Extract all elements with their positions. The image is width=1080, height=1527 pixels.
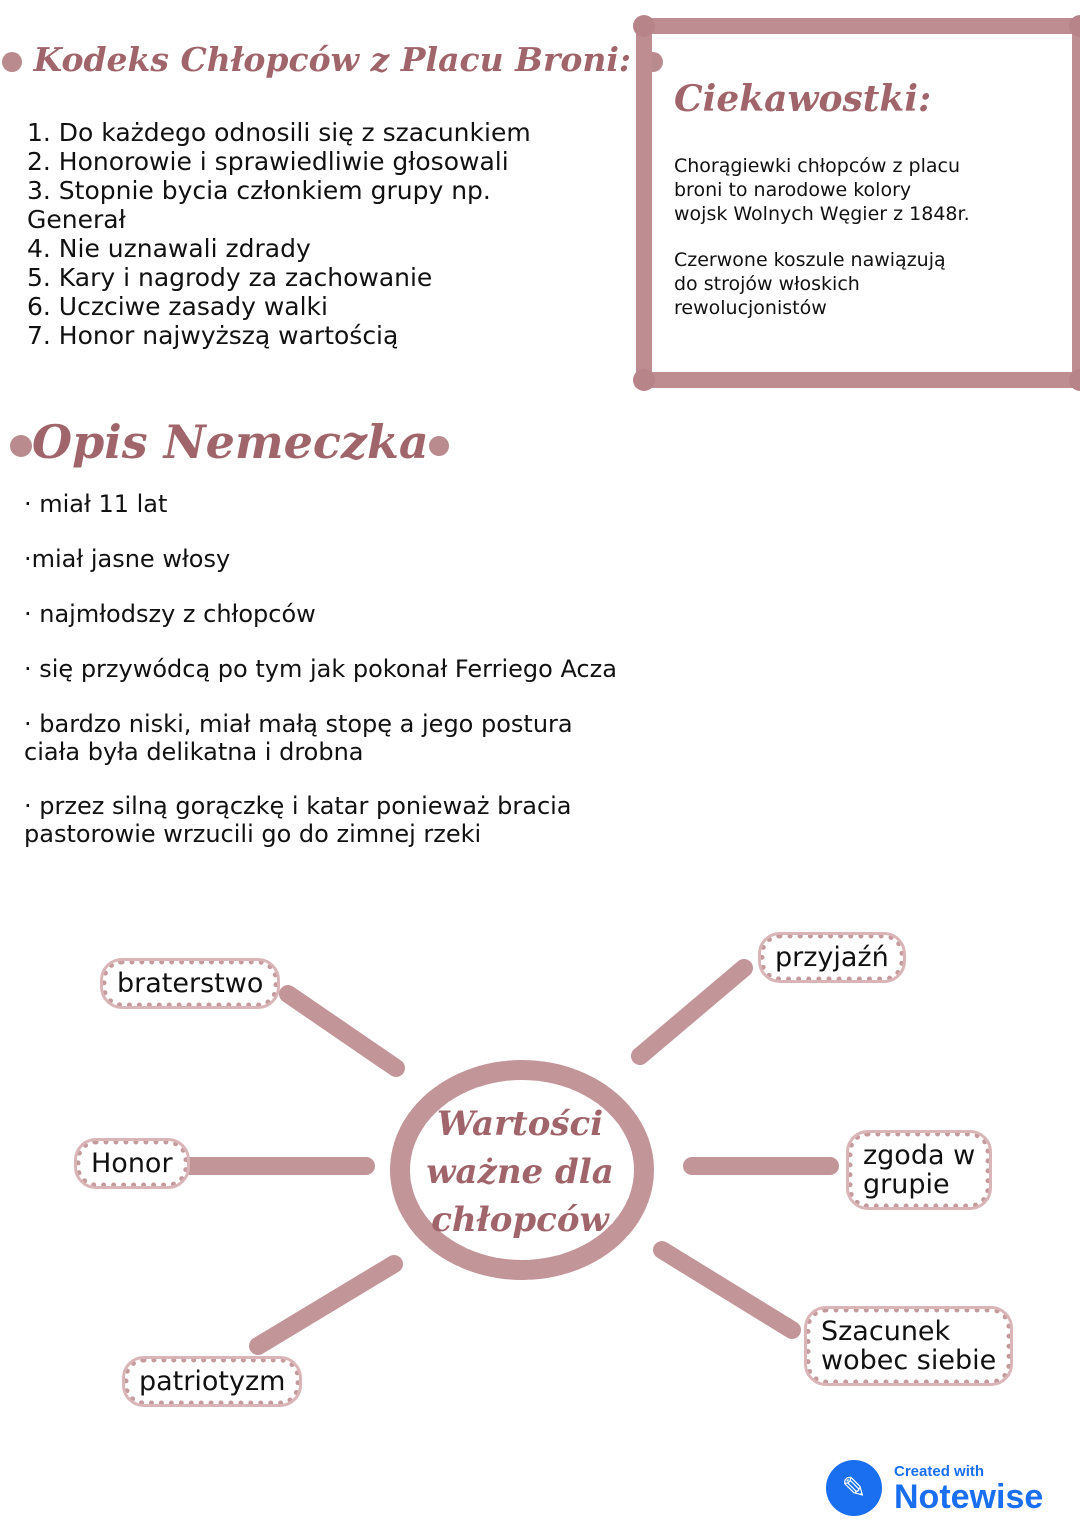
connector-line xyxy=(258,1264,394,1346)
pencil-icon: ✎ xyxy=(826,1460,882,1516)
notewise-logo xyxy=(826,1460,1043,1516)
list-item: Generał xyxy=(27,205,126,234)
trivia-paragraph: Czerwone koszule nawiązują do strojów włoskich rewolucjonistów xyxy=(674,249,946,319)
list-item: · się przywódcą po tym jak pokonał Ferriego Acza xyxy=(24,655,617,683)
list-item: 7. Honor najwyższą wartością xyxy=(27,321,399,350)
list-item: · najmłodszy z chłopców xyxy=(24,600,316,628)
node-przyjazn: przyjaźń xyxy=(760,934,904,981)
list-item: 1. Do każdego odnosili się z szacunkiem xyxy=(27,118,531,147)
node-honor: Honor xyxy=(76,1140,188,1187)
node-braterstwo: braterstwo xyxy=(102,960,278,1007)
center-label: Wartości ważne dla chłopców xyxy=(426,1104,614,1240)
connector-line xyxy=(288,994,396,1068)
logo-name: Notewise xyxy=(894,1477,1044,1516)
trivia-title: Ciekawostki: xyxy=(674,78,932,120)
code-title: Kodeks Chłopców z Placu Broni: xyxy=(33,40,632,79)
list-item: · miał 11 lat xyxy=(24,490,168,518)
node-patriotyzm: patriotyzm xyxy=(124,1358,300,1405)
node-zgoda: zgoda w grupie xyxy=(848,1132,990,1208)
list-item: 5. Kary i nagrody za zachowanie xyxy=(27,263,433,292)
connector-line xyxy=(640,968,744,1056)
list-item: 4. Nie uznawali zdrady xyxy=(27,234,311,263)
connector-line xyxy=(662,1250,792,1330)
list-item: · bardzo niski, miał małą stopę a jego postura ciała była delikatna i drobna xyxy=(24,710,573,766)
trivia-paragraph: Chorągiewki chłopców z placu broni to narodowe kolory wojsk Wolnych Węgier z 1848r. xyxy=(674,155,970,225)
nemeczek-title: Opis Nemeczka xyxy=(32,415,429,469)
logo-caption: Created with xyxy=(894,1462,985,1480)
list-item: · przez silną gorączkę i katar ponieważ bracia pastorowie wrzucili go do zimnej rzeki xyxy=(24,792,572,848)
list-item: 2. Honorowie i sprawiedliwie głosowali xyxy=(27,147,509,176)
list-item: ·miał jasne włosy xyxy=(24,545,231,573)
node-szacunek: Szacunek wobec siebie xyxy=(806,1308,1011,1384)
list-item: 3. Stopnie bycia członkiem grupy np. xyxy=(27,176,491,205)
list-item: 6. Uczciwe zasady walki xyxy=(27,292,328,321)
